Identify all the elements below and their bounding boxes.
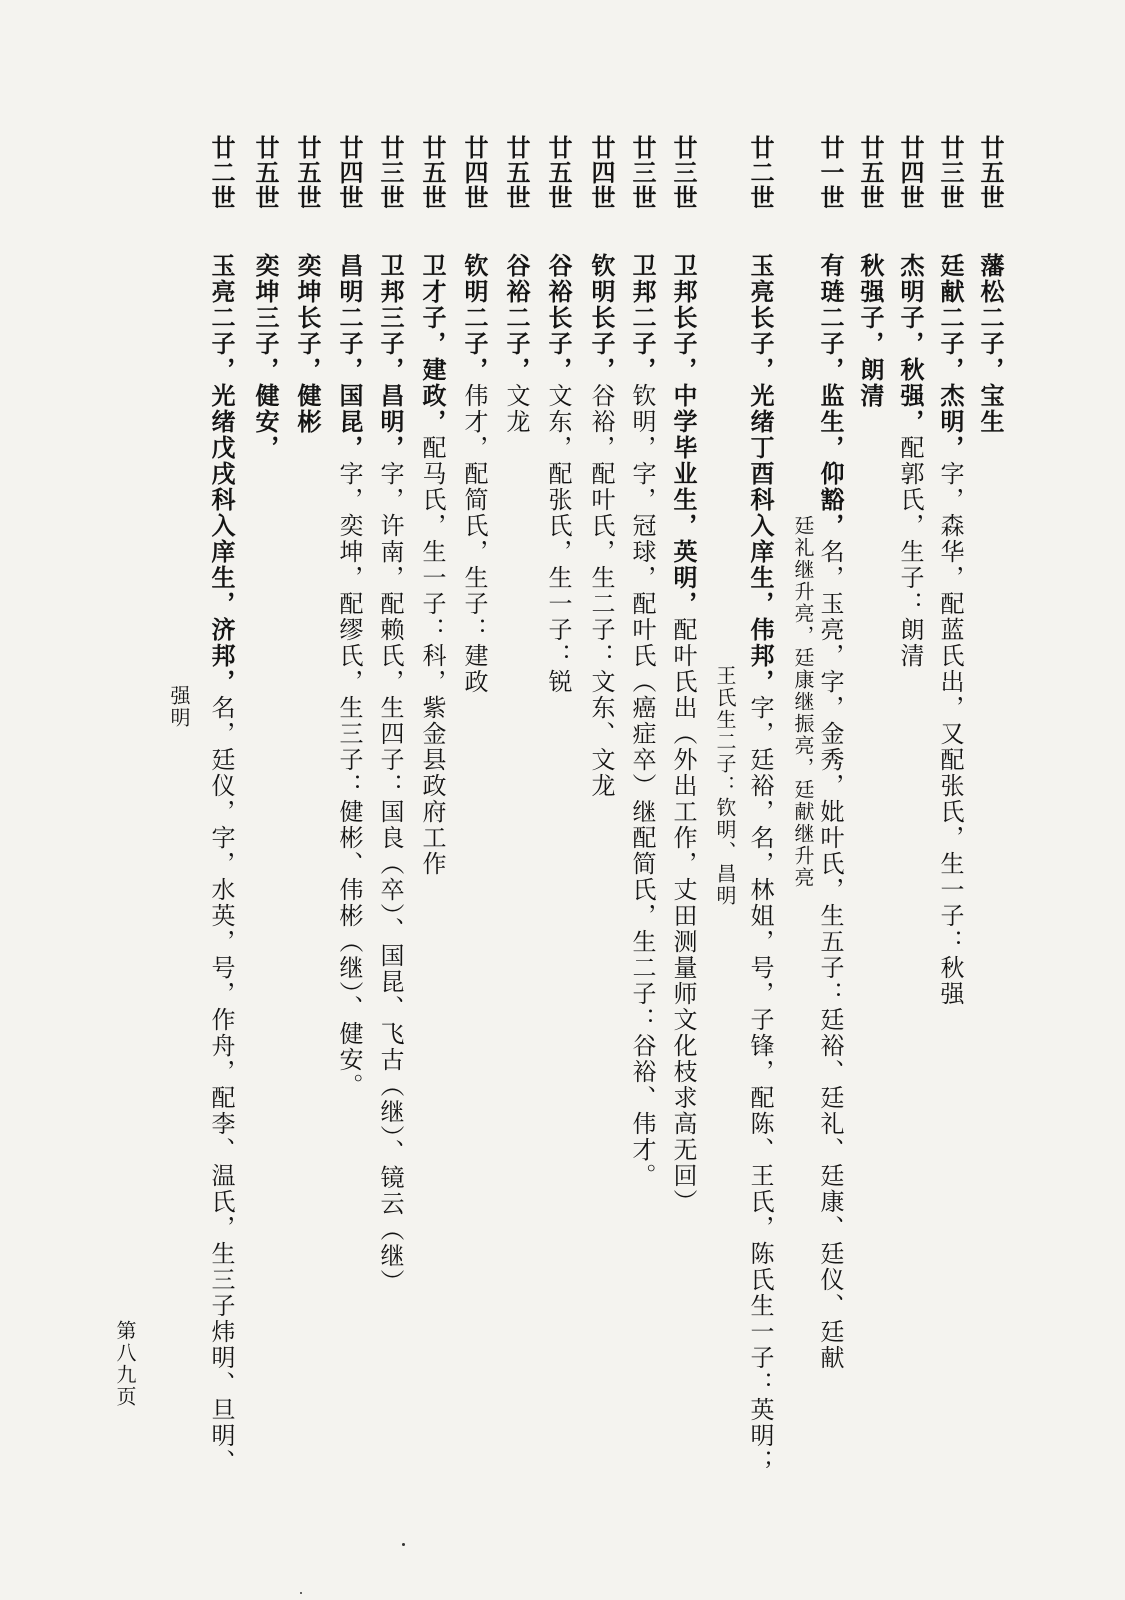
entry-text (895, 253, 925, 669)
note-wangshi-sons: 王氏生二子：钦明、昌明 (713, 665, 737, 907)
note-qiangming: 强明 (167, 685, 191, 729)
generation-label: 廿四世 (896, 135, 924, 210)
entry-1 (935, 135, 965, 1007)
generation-label: 廿四世 (335, 135, 363, 210)
entry-plain-text: 字，廷裕，名，林姐，号，子锋，配陈、王氏，陈氏生一子：英明； (746, 695, 774, 1475)
entry-bold-text: 藩松二子，宝生 (976, 253, 1004, 435)
scan-speck (402, 1543, 405, 1546)
entry-text (855, 253, 885, 409)
entry-bold-text: 秋强子，朗清 (856, 253, 884, 409)
entry-text (627, 253, 657, 1189)
entry-bold-text: 玉亮二子，光绪戊戌科入庠生，济邦， (207, 253, 235, 695)
entry-bold-text: 奕坤三子，健安， (251, 253, 279, 461)
generation-label: 廿五世 (293, 135, 321, 210)
entry-plain-text: 钦明，字，冠球，配叶氏（癌症卒）继配简氏，生二子：谷裕、伟才。 (628, 383, 656, 1189)
entry-3 (855, 135, 885, 409)
entry-13 (375, 135, 405, 1295)
entry-bold-text: 卫才子，建政， (418, 253, 446, 435)
entry-bold-text: 谷裕长子， (544, 253, 572, 383)
entry-plain-text: 名，廷仪，字，水英，号，作舟，配李、温氏，生三子炜明、旦明、 (207, 695, 235, 1475)
entry-text (668, 253, 698, 1215)
entry-bold-text: 钦明二子， (460, 253, 488, 383)
entry-bold-text: 钦明长子， (587, 253, 615, 383)
entry-text (543, 253, 573, 695)
generation-label: 廿三世 (936, 135, 964, 210)
entry-6 (668, 135, 698, 1215)
entry-text (250, 253, 280, 461)
page-number: 第八九页 (113, 1320, 137, 1408)
entry-plain-text: 文东，配张氏，生一子：锐 (544, 383, 572, 695)
entry-text (501, 253, 531, 435)
entry-7 (627, 135, 657, 1189)
entry-text (935, 253, 965, 1007)
generation-label: 廿二世 (746, 135, 774, 210)
entry-plain-text: 谷裕，配叶氏，生二子：文东、文龙 (587, 383, 615, 799)
entry-plain-text: 伟才，配简氏，生子：建政 (460, 383, 488, 695)
entry-text (975, 253, 1005, 435)
entry-text (586, 253, 616, 799)
note-tinglie-adoption: 廷礼继升亮，廷康继振亮，廷献继升亮 (791, 515, 815, 889)
scan-speck (300, 1592, 302, 1594)
entry-text (745, 253, 775, 1475)
entry-5 (745, 135, 775, 1475)
entry-plain-text: 字，奕坤，配缪氏，生三子：健彬、伟彬（继）、健安。 (335, 461, 363, 1099)
entry-text (206, 253, 236, 1475)
generation-label: 廿一世 (816, 135, 844, 210)
entry-bold-text: 杰明子，秋强， (896, 253, 924, 435)
entry-plain-text: 配叶氏出（外出工作，丈田测量师文化枝求高无回） (669, 617, 697, 1215)
entry-text (459, 253, 489, 695)
entry-bold-text: 谷裕二子， (502, 253, 530, 383)
generation-label: 廿三世 (376, 135, 404, 210)
generation-label: 廿三世 (669, 135, 697, 210)
entry-plain-text: 字，许南，配赖氏，生四子：国良（卒）、国昆、飞古（继）、镜云（继） (376, 461, 404, 1295)
entry-bold-text: 卫邦长子，中学毕业生，英明， (669, 253, 697, 617)
entry-0 (975, 135, 1005, 435)
entry-15 (292, 135, 322, 435)
generation-label: 廿五世 (976, 135, 1004, 210)
entry-bold-text: 卫邦三子，昌明， (376, 253, 404, 461)
entry-17 (206, 135, 236, 1475)
entry-4 (815, 135, 845, 1371)
generation-label: 廿二世 (207, 135, 235, 210)
generation-label: 廿四世 (460, 135, 488, 210)
generation-label: 廿五世 (544, 135, 572, 210)
entry-plain-text: 文龙 (502, 383, 530, 435)
entry-bold-text: 廷献二子，杰明， (936, 253, 964, 461)
entry-text (334, 253, 364, 1099)
generation-label: 廿三世 (628, 135, 656, 210)
entry-plain-text: 名，玉亮，字，金秀，妣叶氏，生五子：廷裕、廷礼、廷康、廷仪、廷献 (816, 539, 844, 1371)
generation-label: 廿五世 (418, 135, 446, 210)
entry-bold-text: 卫邦二子， (628, 253, 656, 383)
entry-bold-text: 有琏二子，监生，仰豁， (816, 253, 844, 539)
entry-plain-text: 配马氏，生一子：科，紫金县政府工作 (418, 435, 446, 877)
entry-bold-text: 玉亮长子，光绪丁酉科入庠生，伟邦， (746, 253, 774, 695)
entry-plain-text: 字，森华，配蓝氏出，又配张氏，生一子：秋强 (936, 461, 964, 1007)
entry-14 (334, 135, 364, 1099)
entry-8 (586, 135, 616, 799)
entry-bold-text: 昌明二子，国昆， (335, 253, 363, 461)
entry-2 (895, 135, 925, 669)
entry-bold-text: 奕坤长子，健彬 (293, 253, 321, 435)
entry-11 (459, 135, 489, 695)
entry-text (375, 253, 405, 1295)
entry-9 (543, 135, 573, 695)
entry-text (417, 253, 447, 877)
entry-16 (250, 135, 280, 461)
generation-label: 廿四世 (587, 135, 615, 210)
entry-10 (501, 135, 531, 435)
generation-label: 廿五世 (251, 135, 279, 210)
entry-text (292, 253, 322, 435)
entry-12 (417, 135, 447, 877)
generation-label: 廿五世 (856, 135, 884, 210)
generation-label: 廿五世 (502, 135, 530, 210)
entry-plain-text: 配郭氏，生子：朗清 (896, 435, 924, 669)
entry-text (815, 253, 845, 1371)
